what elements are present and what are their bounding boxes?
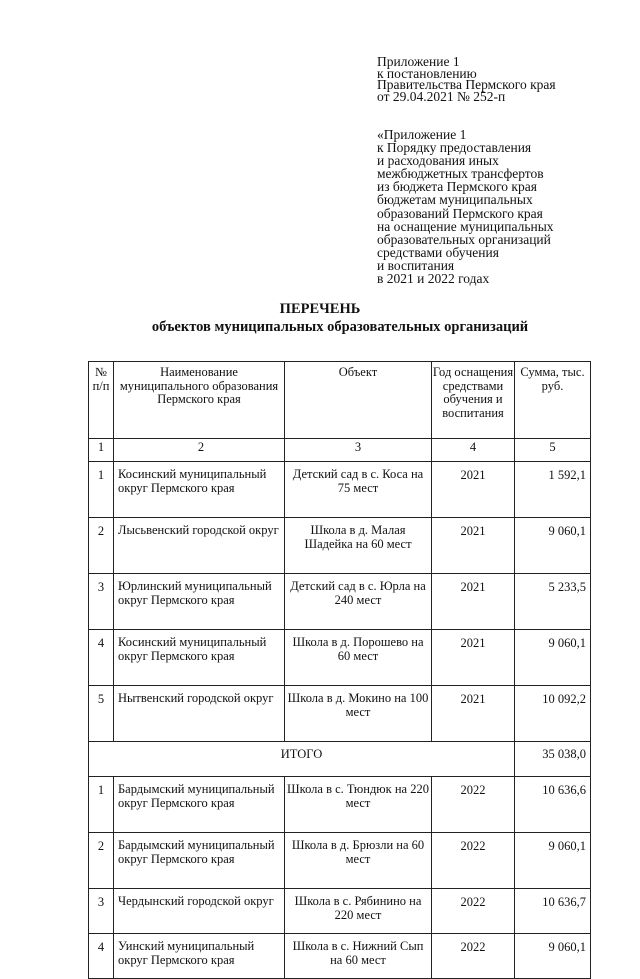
appendix-line: Приложение 1: [377, 54, 460, 69]
row-year: 2022: [432, 934, 515, 979]
row-no: 5: [89, 686, 114, 742]
row-no: 3: [89, 574, 114, 630]
appendix2-line: образовательных организаций: [377, 231, 551, 247]
appendix2-line: «Приложение 1: [377, 127, 467, 142]
row-no: 2: [89, 833, 114, 889]
row-no: 3: [89, 889, 114, 934]
appendix-line: Правительства Пермского края: [377, 77, 556, 93]
row-name: Бардымский муниципальный округ Пермского края: [114, 777, 285, 833]
row-sum: 10 092,2: [515, 686, 591, 742]
objects-table: [88, 361, 591, 979]
table-header-row: [89, 362, 591, 439]
total-sum: 35 038,0: [515, 742, 591, 777]
row-object: Школа в д. Брюзли на 60 мест: [285, 833, 432, 889]
column-index: 1: [89, 439, 114, 462]
row-no: 4: [89, 630, 114, 686]
row-object: Школа в с. Рябинино на 220 мест: [285, 889, 432, 934]
total-label: ИТОГО: [89, 742, 515, 777]
header-year: Год оснащения средствами обучения и воспитания: [432, 362, 515, 439]
table-row: [89, 777, 591, 833]
row-object: Детский сад в с. Юрла на 240 мест: [285, 574, 432, 630]
appendix2-line: и расходования иных: [377, 153, 499, 169]
appendix-block: [377, 56, 617, 102]
row-year: 2021: [432, 518, 515, 574]
header-sum: Сумма, тыс. руб.: [515, 362, 591, 439]
total-row: [89, 742, 591, 777]
row-sum: 1 592,1: [515, 462, 591, 518]
row-year: 2021: [432, 574, 515, 630]
row-year: 2022: [432, 777, 515, 833]
row-name: Уинский муниципальный округ Пермского края: [114, 934, 285, 979]
appendix-line: от 29.04.2021 № 252-п: [377, 88, 506, 104]
table-row: [89, 518, 591, 574]
column-index: 5: [515, 439, 591, 462]
row-year: 2022: [432, 833, 515, 889]
row-sum: 5 233,5: [515, 574, 591, 630]
table-row: [89, 889, 591, 934]
appendix2-line: средствами обучения: [377, 244, 499, 260]
table-row: [89, 686, 591, 742]
row-name: Лысьвенский городской округ: [114, 518, 285, 574]
table-row: [89, 630, 591, 686]
row-name: Нытвенский городской округ: [114, 686, 285, 742]
row-sum: 10 636,6: [515, 777, 591, 833]
row-object: Школа в д. Малая Шадейка на 60 мест: [285, 518, 432, 574]
table-row: [89, 833, 591, 889]
row-year: 2021: [432, 462, 515, 518]
row-name: Косинский муниципальный округ Пермского края: [114, 462, 285, 518]
row-no: 1: [89, 777, 114, 833]
appendix2-line: к Порядку предоставления: [377, 140, 532, 156]
row-sum: 10 636,7: [515, 889, 591, 934]
appendix2-line: из бюджета Пермского края: [377, 179, 537, 195]
row-no: 1: [89, 462, 114, 518]
appendix-to-order-block: [377, 128, 617, 285]
table-row: [89, 934, 591, 979]
row-sum: 9 060,1: [515, 630, 591, 686]
column-index-row: [89, 439, 591, 462]
appendix2-line: и воспитания: [377, 257, 455, 273]
header-object: Объект: [285, 362, 432, 439]
row-sum: 9 060,1: [515, 518, 591, 574]
row-object: Школа в д. Порошево на 60 мест: [285, 630, 432, 686]
document-title: ПЕРЕЧЕНЬ: [279, 301, 361, 317]
row-sum: 9 060,1: [515, 934, 591, 979]
row-name: Бардымский муниципальный округ Пермского края: [114, 833, 285, 889]
table-row: [89, 574, 591, 630]
row-year: 2021: [432, 630, 515, 686]
row-name: Юрлинский муниципальный округ Пермского края: [114, 574, 285, 630]
document-subtitle: объектов муниципальных образовательных организаций: [151, 319, 529, 335]
row-no: 4: [89, 934, 114, 979]
row-object: Школа в с. Нижний Сып на 60 мест: [285, 934, 432, 979]
row-year: 2022: [432, 889, 515, 934]
header-no: № п/п: [89, 362, 114, 439]
row-name: Чердынский городской округ: [114, 889, 285, 934]
column-index: 4: [432, 439, 515, 462]
row-name: Косинский муниципальный округ Пермского края: [114, 630, 285, 686]
row-year: 2021: [432, 686, 515, 742]
appendix2-line: бюджетам муниципальных: [377, 192, 533, 208]
appendix2-line: в 2021 и 2022 годах: [377, 271, 490, 287]
row-object: Школа в с. Тюндюк на 220 мест: [285, 777, 432, 833]
column-index: 2: [114, 439, 285, 462]
header-name: Наименование муниципального образования Пермского края: [114, 362, 285, 439]
table-row: [89, 462, 591, 518]
appendix-line: к постановлению: [377, 65, 477, 81]
row-object: Школа в д. Мокино на 100 мест: [285, 686, 432, 742]
column-index: 3: [285, 439, 432, 462]
row-object: Детский сад в с. Коса на 75 мест: [285, 462, 432, 518]
appendix2-line: образований Пермского края: [377, 205, 543, 221]
appendix2-line: межбюджетных трансфертов: [377, 166, 544, 182]
row-no: 2: [89, 518, 114, 574]
row-sum: 9 060,1: [515, 833, 591, 889]
appendix2-line: на оснащение муниципальных: [377, 218, 554, 234]
